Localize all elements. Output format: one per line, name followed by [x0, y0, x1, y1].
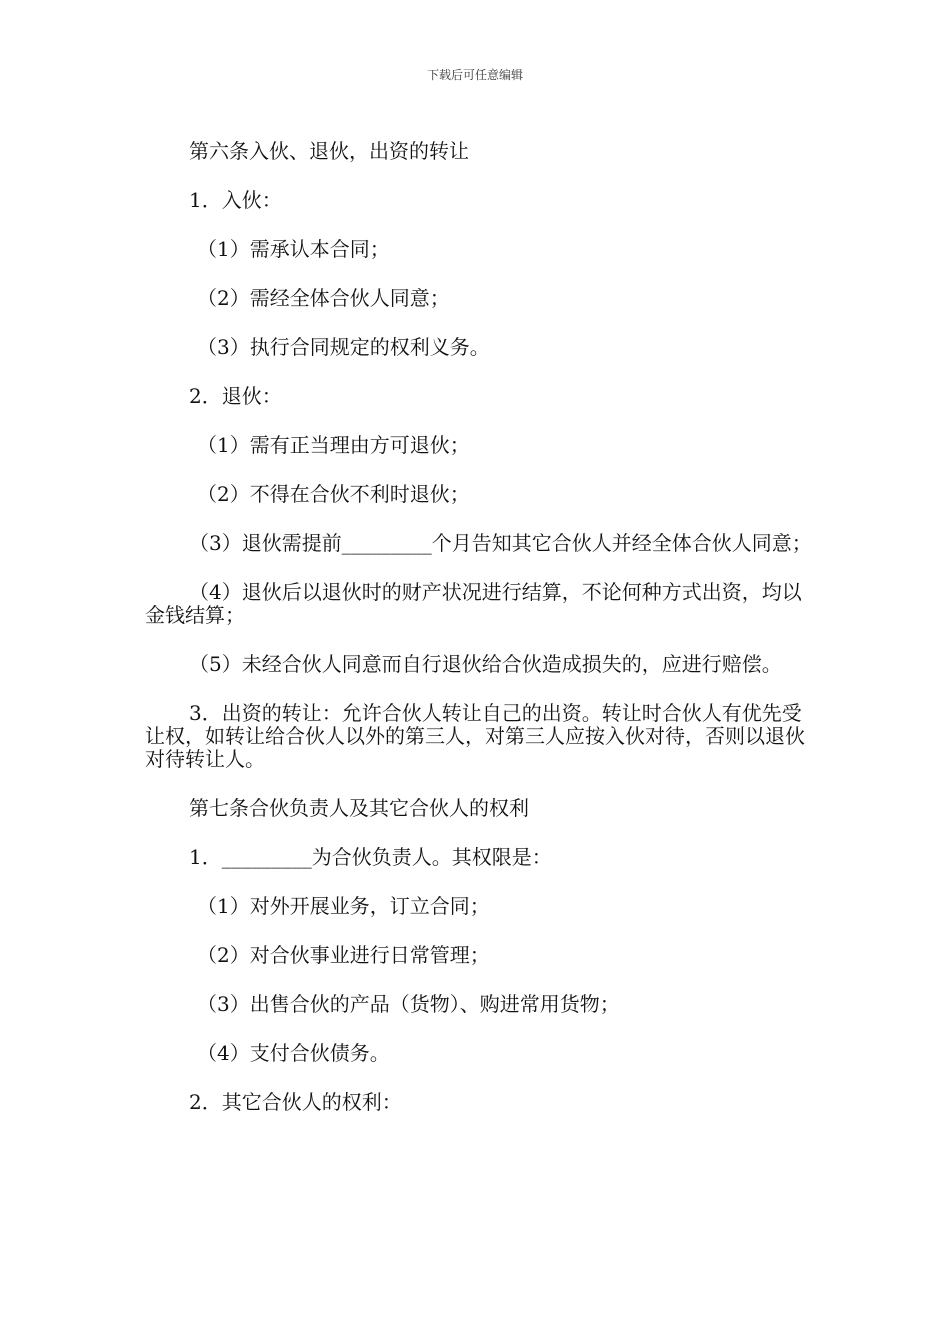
manager-item-4: （4）支付合伙债务。 [197, 1041, 390, 1065]
clause-1-item-2: （2）需经全体合伙人同意； [197, 286, 450, 310]
clause-2-item-1: （1）需有正当理由方可退伙； [197, 433, 470, 457]
clause-2-withdrawal: 2．退伙： [189, 384, 282, 408]
manager-item-2: （2）对合伙事业进行日常管理； [197, 943, 490, 967]
clause-2-other-partners: 2．其它合伙人的权利： [189, 1090, 402, 1114]
clause-1-manager: 1．_________为合伙负责人。其权限是： [189, 845, 552, 869]
clause-2-item-3: （3）退伙需提前_________个月告知其它合伙人并经全体合伙人同意； [189, 531, 812, 555]
clause-3-transfer: 3．出资的转让：允许合伙人转让自己的出资。转让时合伙人有优先受让权，如转让给合伙人以外的第三人，对第三人应按入伙对待，否则以退伙对待转让人。 [145, 701, 805, 771]
manager-item-3: （3）出售合伙的产品（货物）、购进常用货物； [197, 992, 620, 1016]
article-7-heading: 第七条合伙负责人及其它合伙人的权利 [189, 796, 529, 820]
page-header-note: 下载后可任意编辑 [426, 68, 523, 82]
clause-2-item-4: （4）退伙后以退伙时的财产状况进行结算，不论何种方式出资，均以金钱结算； [145, 580, 802, 627]
clause-2-item-2: （2）不得在合伙不利时退伙； [197, 482, 470, 506]
document-body [145, 140, 817, 1140]
clause-1-joining: 1．入伙： [189, 188, 282, 212]
article-6-heading: 第六条入伙、退伙，出资的转让 [189, 139, 469, 163]
clause-1-item-1: （1）需承认本合同； [197, 237, 390, 261]
clause-1-item-3: （3）执行合同规定的权利义务。 [197, 335, 490, 359]
manager-item-1: （1）对外开展业务，订立合同； [197, 894, 490, 918]
clause-2-item-5: （5）未经合伙人同意而自行退伙给合伙造成损失的，应进行赔偿。 [189, 652, 782, 676]
